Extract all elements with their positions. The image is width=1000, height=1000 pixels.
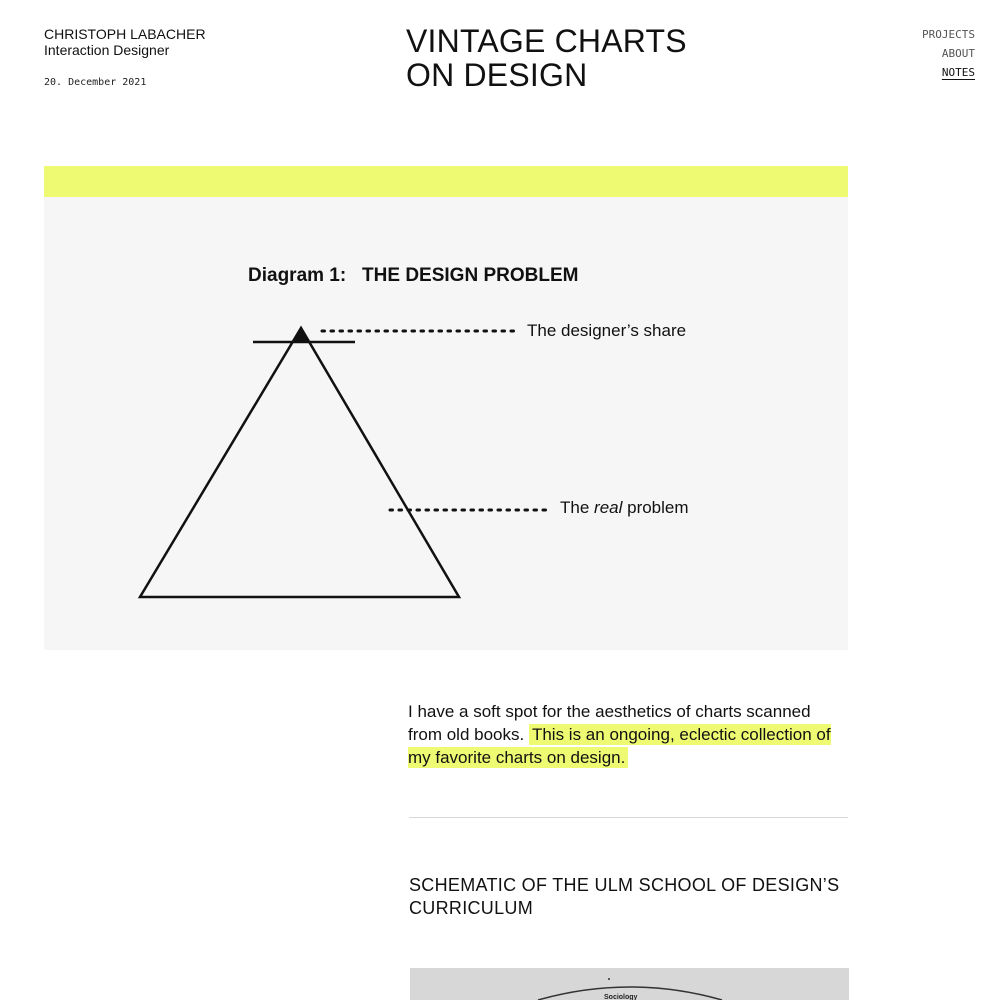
author-name: CHRISTOPH LABACHER — [44, 26, 206, 42]
label-real-problem: The real problem — [560, 498, 689, 517]
design-problem-diagram — [44, 197, 848, 650]
hero-image — [44, 197, 848, 650]
nav-about[interactable]: ABOUT — [941, 47, 975, 60]
page-title-line-2: ON DESIGN — [406, 57, 588, 93]
diagram-title: Diagram 1: THE DESIGN PROBLEM — [248, 265, 579, 286]
section-divider — [409, 817, 848, 818]
ulm-curriculum-image[interactable] — [410, 968, 849, 1000]
sociology-label: Sociology — [604, 994, 638, 1000]
page-title-line-1: VINTAGE CHARTS — [406, 23, 687, 59]
curriculum-dot — [608, 978, 610, 980]
post-date: 20. December 2021 — [44, 77, 147, 88]
label-designers-share: The designer’s share — [527, 321, 687, 340]
hero-highlight-bar — [44, 166, 848, 197]
triangle-tip — [292, 326, 310, 343]
intro-paragraph — [408, 700, 848, 769]
nav-projects[interactable]: PROJECTS — [922, 28, 975, 41]
intro-text: I have a soft spot for the aesthetics of charts scanned from old books. — [408, 702, 811, 744]
nav-notes[interactable]: NOTES — [941, 66, 975, 79]
author-block — [44, 26, 206, 58]
ulm-curriculum-preview — [410, 968, 849, 1000]
design-problem-triangle — [140, 328, 459, 597]
author-role: Interaction Designer — [44, 42, 170, 58]
main-nav — [922, 25, 975, 82]
page-title — [406, 24, 687, 92]
section-title: SCHEMATIC OF THE ULM SCHOOL OF DESIGN’S CURRICULUM — [409, 875, 840, 918]
intro-highlight: This is an ongoing, eclectic collection of my favorite charts on design. — [408, 725, 831, 767]
